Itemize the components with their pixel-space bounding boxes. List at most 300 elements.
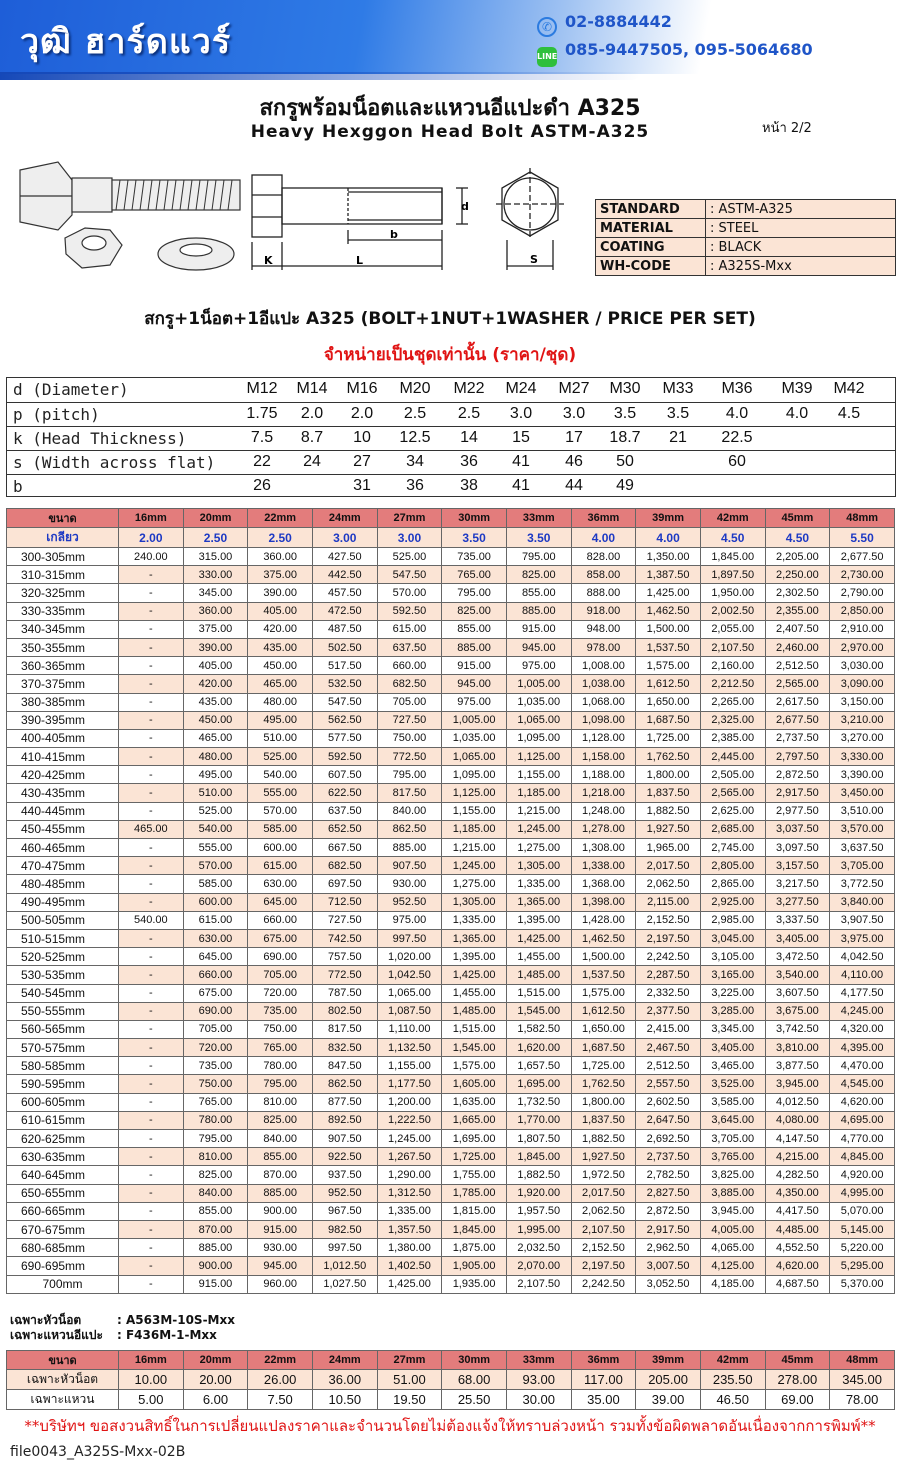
price-cell: 360.00 <box>183 602 248 620</box>
price-cell: 750.00 <box>183 1075 248 1093</box>
price-cell: 4,042.50 <box>830 948 895 966</box>
price-cell: 2,737.50 <box>636 1148 701 1166</box>
table-row <box>7 1166 895 1184</box>
price-cell: 2,055.00 <box>700 620 765 638</box>
price-cell: 885.00 <box>377 839 442 857</box>
price-cell: 1,927.50 <box>636 820 701 838</box>
price-cell: 4,695.00 <box>830 1111 895 1129</box>
price-cell: 2,205.00 <box>765 548 830 566</box>
price-cell: 825.00 <box>183 1166 248 1184</box>
price-cell: 585.00 <box>248 820 313 838</box>
dimension-value: 44 <box>565 477 583 494</box>
price-cell: 3,330.00 <box>830 748 895 766</box>
dimension-value: 3.5 <box>666 405 690 422</box>
accessory-price: 10.00 <box>119 1370 184 1390</box>
price-cell: 360.00 <box>248 548 313 566</box>
price-cell: 2,467.50 <box>636 1039 701 1057</box>
price-cell: 915.00 <box>248 1220 313 1238</box>
price-cell: 1,762.50 <box>571 1075 636 1093</box>
length-cell: 650-655mm <box>7 1184 119 1202</box>
spec-key: MATERIAL <box>596 219 706 238</box>
price-cell: 3,510.00 <box>830 802 895 820</box>
price-cell: 787.50 <box>312 984 377 1002</box>
price-cell: - <box>119 929 184 947</box>
price-cell: 1,995.00 <box>506 1220 571 1238</box>
price-cell: 4,065.00 <box>700 1239 765 1257</box>
price-cell: 2,985.00 <box>700 911 765 929</box>
price-cell: 495.00 <box>248 711 313 729</box>
table-row <box>7 693 895 711</box>
price-cell: 1,845.00 <box>442 1220 507 1238</box>
length-cell: 380-385mm <box>7 693 119 711</box>
diameter-column-header: 36mm <box>571 509 636 528</box>
price-cell: 2,302.50 <box>765 584 830 602</box>
price-cell: 600.00 <box>183 893 248 911</box>
price-cell: 1,222.50 <box>377 1111 442 1129</box>
price-cell: 1,275.00 <box>506 839 571 857</box>
price-cell: 795.00 <box>248 1075 313 1093</box>
diameter-column-header: 48mm <box>830 509 895 528</box>
price-cell: 1,537.50 <box>636 638 701 656</box>
price-cell: 592.50 <box>312 748 377 766</box>
diameter-column-header: 20mm <box>183 509 248 528</box>
price-cell: 1,845.00 <box>700 548 765 566</box>
accessory-column-header: 33mm <box>506 1351 571 1370</box>
price-cell: 1,762.50 <box>636 748 701 766</box>
dimension-value: M42 <box>833 380 865 397</box>
dim-label-d: d <box>461 200 469 213</box>
pitch-value: 4.00 <box>571 528 636 548</box>
note-line <box>10 1313 235 1328</box>
length-cell: 320-325mm <box>7 584 119 602</box>
price-cell: 375.00 <box>248 566 313 584</box>
price-cell: 675.00 <box>248 929 313 947</box>
dimensions-table <box>6 377 896 497</box>
price-cell: 3,585.00 <box>700 1093 765 1111</box>
price-cell: 2,827.50 <box>636 1184 701 1202</box>
length-cell: 500-505mm <box>7 911 119 929</box>
length-cell: 360-365mm <box>7 657 119 675</box>
length-cell: 450-455mm <box>7 820 119 838</box>
page-title-thai: สกรูพร้อมน็อตและแหวนอีแปะดำ A325 <box>259 96 641 121</box>
price-cell: 3,052.50 <box>636 1275 701 1293</box>
table-row <box>7 1239 895 1257</box>
accessory-price: 26.00 <box>248 1370 313 1390</box>
table-row <box>7 1075 895 1093</box>
pitch-value: 3.50 <box>442 528 507 548</box>
price-cell: 525.00 <box>248 748 313 766</box>
price-cell: 3,225.00 <box>700 984 765 1002</box>
price-cell: 1,882.50 <box>571 1130 636 1148</box>
price-cell: 1,398.00 <box>571 893 636 911</box>
dimension-value: 3.0 <box>562 405 586 422</box>
price-cell: 2,737.50 <box>765 729 830 747</box>
bolt-illustration <box>20 162 240 230</box>
accessory-price: 93.00 <box>506 1370 571 1390</box>
length-cell: 460-465mm <box>7 839 119 857</box>
size-column-header: ขนาด <box>7 509 119 528</box>
price-cell: 855.00 <box>506 584 571 602</box>
pitch-value: 2.50 <box>248 528 313 548</box>
price-cell: 2,287.50 <box>636 966 701 984</box>
table-row <box>7 1202 895 1220</box>
set-description: สกรู+1น็อต+1อีแปะ A325 (BOLT+1NUT+1WASHER / PRICE PER SET) <box>144 309 756 329</box>
dimension-value: M12 <box>246 380 278 397</box>
price-cell: 945.00 <box>248 1257 313 1275</box>
price-cell: 1,485.00 <box>442 1002 507 1020</box>
dimension-value: 22 <box>253 453 271 470</box>
price-cell: 4,177.50 <box>830 984 895 1002</box>
diameter-column-header: 42mm <box>700 509 765 528</box>
price-cell: 2,625.00 <box>700 802 765 820</box>
price-cell: 840.00 <box>183 1184 248 1202</box>
price-cell: - <box>119 1275 184 1293</box>
price-cell: 3,150.00 <box>830 693 895 711</box>
dimension-value: M39 <box>781 380 813 397</box>
price-cell: 2,377.50 <box>636 1002 701 1020</box>
header-banner <box>0 0 900 80</box>
length-cell: 600-605mm <box>7 1093 119 1111</box>
table-row <box>7 802 895 820</box>
price-cell: 1,038.00 <box>571 675 636 693</box>
price-cell: - <box>119 1111 184 1129</box>
note-line <box>10 1328 235 1343</box>
dimension-value: 4.0 <box>725 405 749 422</box>
accessory-price: 51.00 <box>377 1370 442 1390</box>
price-cell: 3,945.00 <box>765 1075 830 1093</box>
price-cell: 735.00 <box>183 1057 248 1075</box>
price-cell: 810.00 <box>183 1148 248 1166</box>
price-cell: 1,065.00 <box>442 748 507 766</box>
dimension-value: 2.0 <box>350 405 374 422</box>
price-cell: 240.00 <box>119 548 184 566</box>
price-header-row <box>7 509 895 528</box>
price-cell: 1,267.50 <box>377 1148 442 1166</box>
length-cell: 580-585mm <box>7 1057 119 1075</box>
price-cell: 1,338.00 <box>571 857 636 875</box>
price-cell: 1,335.00 <box>506 875 571 893</box>
accessory-column-header: 27mm <box>377 1351 442 1370</box>
table-row <box>7 1093 895 1111</box>
price-cell: 1,732.50 <box>506 1093 571 1111</box>
price-cell: 502.50 <box>312 638 377 656</box>
price-cell: 4,080.00 <box>765 1111 830 1129</box>
price-cell: 1,725.00 <box>636 729 701 747</box>
price-cell: 375.00 <box>183 620 248 638</box>
price-cell: 997.50 <box>377 929 442 947</box>
table-row <box>7 1002 895 1020</box>
price-cell: 540.00 <box>183 820 248 838</box>
price-cell: 1,612.50 <box>571 1002 636 1020</box>
length-cell: 550-555mm <box>7 1002 119 1020</box>
price-cell: 3,810.00 <box>765 1039 830 1057</box>
phone-number[interactable]: 02-8884442 <box>565 12 672 31</box>
price-cell: 2,647.50 <box>636 1111 701 1129</box>
dimension-value: 36 <box>460 453 478 470</box>
dimension-value: 41 <box>512 477 530 494</box>
price-cell: 1,425.00 <box>506 929 571 947</box>
accessory-price: 5.00 <box>119 1390 184 1410</box>
price-cell: 1,545.00 <box>442 1039 507 1057</box>
price-cell: 892.50 <box>312 1111 377 1129</box>
table-row <box>7 893 895 911</box>
price-cell: 1,455.00 <box>506 948 571 966</box>
price-cell: 858.00 <box>571 566 636 584</box>
price-cell: - <box>119 1130 184 1148</box>
price-cell: 1,807.50 <box>506 1130 571 1148</box>
price-cell: 765.00 <box>248 1039 313 1057</box>
price-cell: 2,152.50 <box>571 1239 636 1257</box>
phone-contact[interactable] <box>537 12 672 37</box>
dimension-value: 2.5 <box>403 405 427 422</box>
spec-key: WH-CODE <box>596 257 706 276</box>
price-cell: 1,305.00 <box>506 857 571 875</box>
dimension-value: 60 <box>728 453 746 470</box>
code-notes <box>10 1313 235 1343</box>
table-row <box>7 839 895 857</box>
price-cell: 3,637.50 <box>830 839 895 857</box>
price-cell: 1,335.00 <box>442 911 507 929</box>
price-cell: 465.00 <box>248 675 313 693</box>
price-cell: 780.00 <box>183 1111 248 1129</box>
price-cell: 1,368.00 <box>571 875 636 893</box>
price-cell: 1,665.00 <box>442 1111 507 1129</box>
price-cell: - <box>119 1020 184 1038</box>
pitch-header-row <box>7 528 895 548</box>
price-cell: 3,465.00 <box>700 1057 765 1075</box>
length-cell: 480-485mm <box>7 875 119 893</box>
price-cell: 855.00 <box>183 1202 248 1220</box>
length-cell: 300-305mm <box>7 548 119 566</box>
price-cell: 930.00 <box>248 1239 313 1257</box>
length-cell: 690-695mm <box>7 1257 119 1275</box>
price-cell: 765.00 <box>183 1093 248 1111</box>
price-cell: 3,907.50 <box>830 911 895 929</box>
price-cell: 3,090.00 <box>830 675 895 693</box>
length-cell: 370-375mm <box>7 675 119 693</box>
price-cell: 840.00 <box>377 802 442 820</box>
price-cell: 3,277.50 <box>765 893 830 911</box>
price-cell: 2,107.50 <box>506 1275 571 1293</box>
price-cell: 2,557.50 <box>636 1075 701 1093</box>
price-cell: 1,515.00 <box>506 984 571 1002</box>
accessory-price: 205.00 <box>636 1370 701 1390</box>
price-cell: - <box>119 948 184 966</box>
price-cell: 1,042.50 <box>377 966 442 984</box>
dimension-label: d (Diameter) <box>13 380 129 399</box>
price-cell: 1,087.50 <box>377 1002 442 1020</box>
price-cell: 2,872.50 <box>636 1202 701 1220</box>
price-cell: 735.00 <box>442 548 507 566</box>
price-cell: 918.00 <box>571 602 636 620</box>
table-row <box>7 875 895 893</box>
dimension-value: M16 <box>346 380 378 397</box>
accessory-price: 68.00 <box>442 1370 507 1390</box>
line-numbers[interactable]: 085-9447505, 095-5064680 <box>565 40 813 59</box>
accessory-price: 25.50 <box>442 1390 507 1410</box>
price-cell: 637.50 <box>377 638 442 656</box>
dimension-label: k (Head Thickness) <box>13 429 187 448</box>
price-cell: 555.00 <box>248 784 313 802</box>
disclaimer: **บริษัทฯ ขอสงวนสิทธิ์ในการเปลี่ยนแปลงราคาและจำนวนโดยไม่ต้องแจ้งให้ทราบล่วงหน้า รวมทั้งข้อผิดพลาดอันเนื่องจากการพิมพ์** <box>24 1417 876 1435</box>
price-cell: 1,755.00 <box>442 1166 507 1184</box>
price-cell: 1,357.50 <box>377 1220 442 1238</box>
price-cell: 652.50 <box>312 820 377 838</box>
price-cell: 510.00 <box>248 729 313 747</box>
price-cell: 3,945.00 <box>700 1202 765 1220</box>
price-cell: 2,355.00 <box>765 602 830 620</box>
price-cell: - <box>119 711 184 729</box>
length-cell: 390-395mm <box>7 711 119 729</box>
price-cell: 3,772.50 <box>830 875 895 893</box>
price-cell: 1,957.50 <box>506 1202 571 1220</box>
price-cell: 1,020.00 <box>377 948 442 966</box>
price-cell: 877.50 <box>312 1093 377 1111</box>
price-cell: 3,165.00 <box>700 966 765 984</box>
price-cell: 817.50 <box>377 784 442 802</box>
price-cell: 922.50 <box>312 1148 377 1166</box>
table-row <box>7 784 895 802</box>
price-cell: 1,425.00 <box>636 584 701 602</box>
table-row <box>7 1130 895 1148</box>
price-cell: 660.00 <box>377 657 442 675</box>
pitch-column-header: เกลียว <box>7 528 119 548</box>
price-cell: 780.00 <box>248 1057 313 1075</box>
spec-value: : STEEL <box>706 219 896 238</box>
price-cell: 1,515.00 <box>442 1020 507 1038</box>
price-cell: 2,002.50 <box>700 602 765 620</box>
price-cell: 1,800.00 <box>571 1093 636 1111</box>
price-cell: 3,105.00 <box>700 948 765 966</box>
price-cell: 1,605.00 <box>442 1075 507 1093</box>
price-cell: 2,617.50 <box>765 693 830 711</box>
price-cell: 952.50 <box>312 1184 377 1202</box>
line-app-icon: LINE <box>537 47 557 67</box>
price-cell: 690.00 <box>183 1002 248 1020</box>
price-cell: 390.00 <box>248 584 313 602</box>
price-cell: 2,070.00 <box>506 1257 571 1275</box>
price-cell: 750.00 <box>377 729 442 747</box>
price-cell: 997.50 <box>312 1239 377 1257</box>
length-cell: 400-405mm <box>7 729 119 747</box>
price-cell: 1,620.00 <box>506 1039 571 1057</box>
length-cell: 470-475mm <box>7 857 119 875</box>
price-cell: - <box>119 620 184 638</box>
line-contact[interactable] <box>537 40 813 67</box>
dimension-value: 38 <box>460 477 478 494</box>
dimension-row <box>7 426 895 450</box>
price-cell: 930.00 <box>377 875 442 893</box>
price-table <box>6 508 895 1294</box>
price-cell: 1,725.00 <box>571 1057 636 1075</box>
price-cell: 1,068.00 <box>571 693 636 711</box>
dimension-value: M24 <box>505 380 537 397</box>
price-cell: 570.00 <box>377 584 442 602</box>
price-cell: 2,782.50 <box>636 1166 701 1184</box>
price-cell: 1,245.00 <box>442 857 507 875</box>
price-cell: 630.00 <box>183 929 248 947</box>
spec-row <box>596 257 896 276</box>
price-cell: 690.00 <box>248 948 313 966</box>
price-cell: 975.00 <box>377 911 442 929</box>
price-cell: 1,215.00 <box>442 839 507 857</box>
dimension-value: M33 <box>662 380 694 397</box>
price-cell: 660.00 <box>183 966 248 984</box>
accessory-price: 278.00 <box>765 1370 830 1390</box>
dimension-value: 12.5 <box>399 429 431 446</box>
price-cell: 405.00 <box>183 657 248 675</box>
table-row <box>7 1057 895 1075</box>
price-cell: - <box>119 693 184 711</box>
price-cell: 1,650.00 <box>571 1020 636 1038</box>
pitch-value: 2.50 <box>183 528 248 548</box>
price-cell: 885.00 <box>248 1184 313 1202</box>
price-cell: 847.50 <box>312 1057 377 1075</box>
pitch-value: 2.00 <box>119 528 184 548</box>
price-cell: 615.00 <box>248 857 313 875</box>
length-cell: 420-425mm <box>7 766 119 784</box>
price-cell: 3,705.00 <box>700 1130 765 1148</box>
dimension-label: b <box>13 477 23 496</box>
price-cell: 3,825.00 <box>700 1166 765 1184</box>
price-cell: 517.50 <box>312 657 377 675</box>
price-cell: 1,462.50 <box>636 602 701 620</box>
price-cell: - <box>119 748 184 766</box>
price-cell: 3,607.50 <box>765 984 830 1002</box>
price-cell: 712.50 <box>312 893 377 911</box>
price-cell: 750.00 <box>248 1020 313 1038</box>
spec-row <box>596 200 896 219</box>
price-cell: 547.50 <box>377 566 442 584</box>
price-cell: 1,387.50 <box>636 566 701 584</box>
price-cell: 1,305.00 <box>442 893 507 911</box>
table-row <box>7 948 895 966</box>
price-cell: 2,115.00 <box>636 893 701 911</box>
dimension-value: 7.5 <box>250 429 274 446</box>
accessory-price: 39.00 <box>636 1390 701 1410</box>
phone-icon: ✆ <box>537 17 557 37</box>
price-cell: - <box>119 1202 184 1220</box>
dimension-value: 3.5 <box>613 405 637 422</box>
accessory-price: 35.00 <box>571 1390 636 1410</box>
price-cell: - <box>119 1039 184 1057</box>
price-cell: 1,845.00 <box>506 1148 571 1166</box>
price-cell: 442.50 <box>312 566 377 584</box>
price-cell: 2,212.50 <box>700 675 765 693</box>
price-cell: 1,687.50 <box>571 1039 636 1057</box>
price-cell: 540.00 <box>119 911 184 929</box>
spec-table <box>595 199 896 276</box>
price-cell: 757.50 <box>312 948 377 966</box>
price-cell: 1,905.00 <box>442 1257 507 1275</box>
table-row <box>7 620 895 638</box>
price-cell: - <box>119 657 184 675</box>
accessory-price: 6.00 <box>183 1390 248 1410</box>
price-cell: 4,552.50 <box>765 1239 830 1257</box>
table-row <box>7 1148 895 1166</box>
price-cell: 2,107.50 <box>700 638 765 656</box>
price-cell: 4,245.00 <box>830 1002 895 1020</box>
dimension-value: 18.7 <box>609 429 641 446</box>
price-cell: 2,197.50 <box>571 1257 636 1275</box>
price-cell: 915.00 <box>442 657 507 675</box>
price-cell: 1,920.00 <box>506 1184 571 1202</box>
price-cell: 1,008.00 <box>571 657 636 675</box>
length-cell: 560-565mm <box>7 1020 119 1038</box>
pitch-value: 4.50 <box>700 528 765 548</box>
length-cell: 350-355mm <box>7 638 119 656</box>
price-cell: 390.00 <box>183 638 248 656</box>
